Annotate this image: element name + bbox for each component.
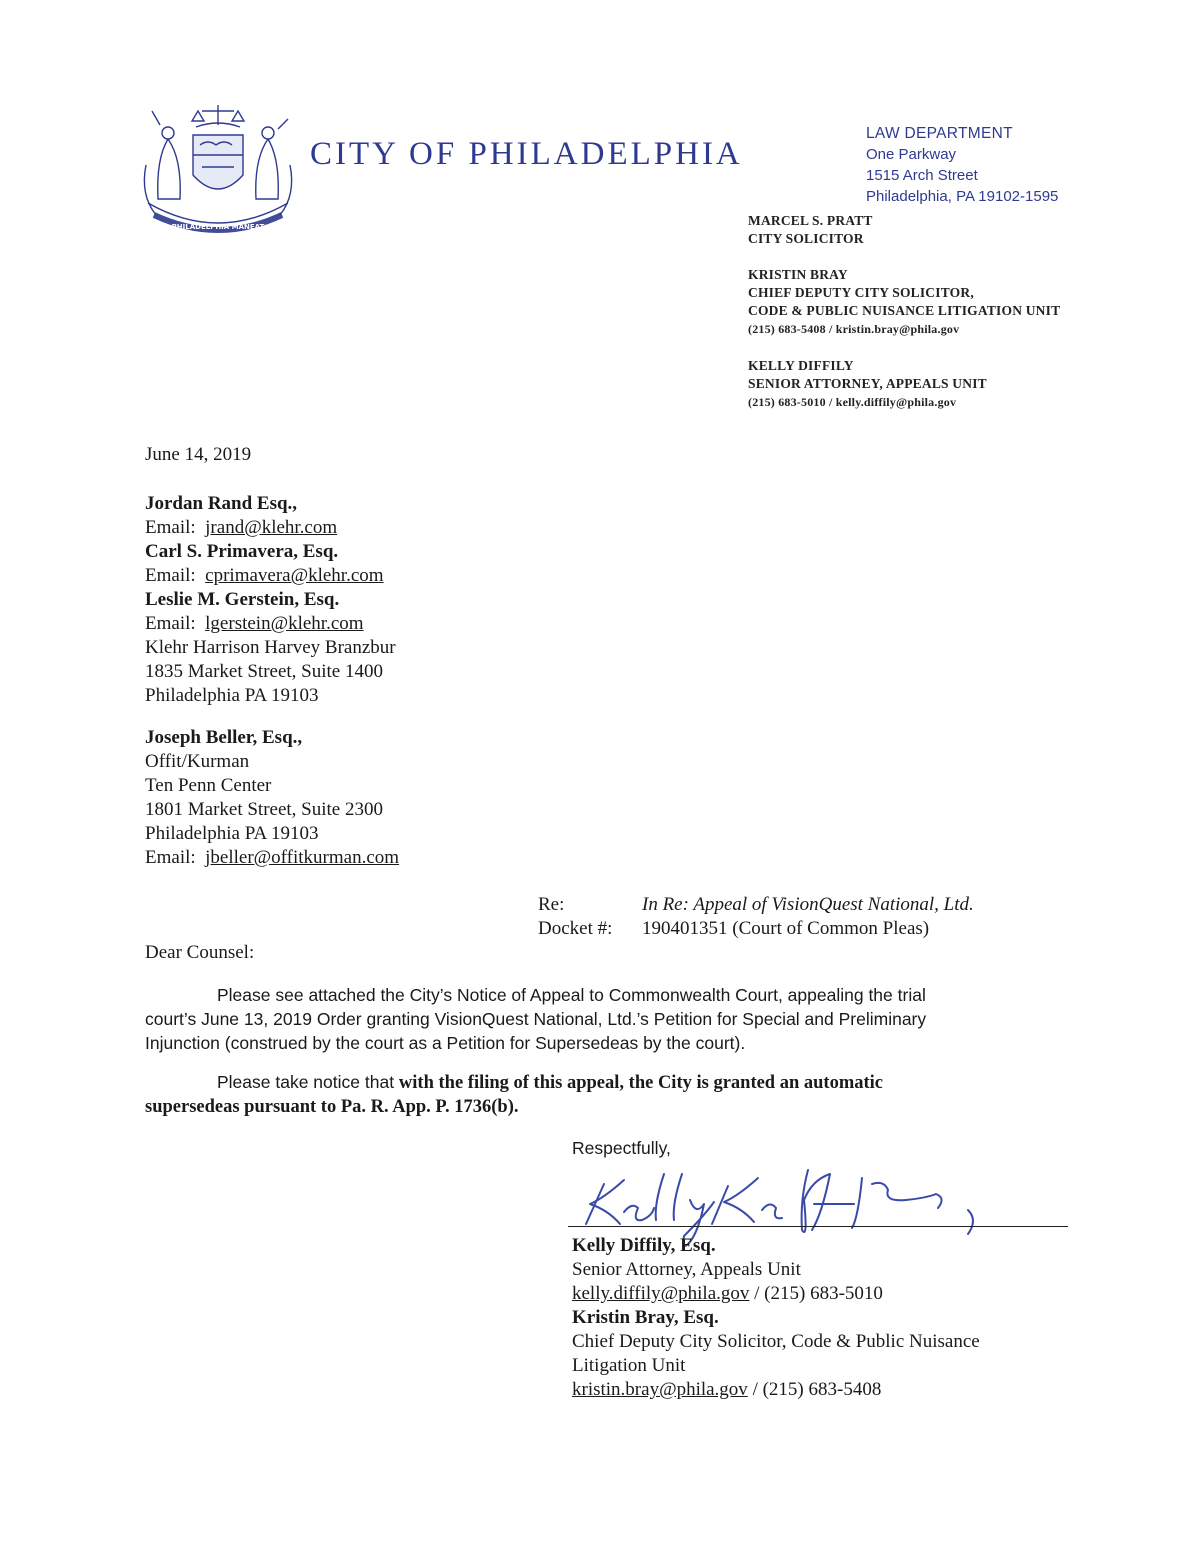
staff-contact: (215) 683-5010 / kelly.diffily@phila.gov: [748, 395, 957, 409]
staff-block-solicitor: [748, 212, 873, 248]
re-label: Re:: [538, 894, 565, 915]
paragraph-line: Injunction (construed by the court as a Petition for Supersedeas by the court).: [145, 1033, 746, 1053]
docket-label: Docket #:: [538, 918, 613, 939]
staff-title-2: CODE & PUBLIC NUISANCE LITIGATION UNIT: [748, 303, 1061, 318]
recipient-email-link[interactable]: jrand@klehr.com: [205, 517, 338, 538]
staff-name: MARCEL S. PRATT: [748, 213, 873, 228]
recipient-email-line: [145, 564, 396, 588]
email-label: Email:: [145, 565, 196, 586]
signature-block: [572, 1234, 980, 1402]
staff-block-senior-attorney: [748, 357, 987, 411]
recipient-email-link[interactable]: lgerstein@klehr.com: [205, 613, 364, 634]
law-department-address: [866, 123, 1058, 207]
recipient-email-link[interactable]: cprimavera@klehr.com: [205, 565, 384, 586]
recipient-firm: Klehr Harrison Harvey Branzbur: [145, 637, 396, 658]
paragraph-line: court’s June 13, 2019 Order granting VisionQuest National, Ltd.’s Petition for Special and Preliminary: [145, 1009, 927, 1029]
recipient-city: Philadelphia PA 19103: [145, 823, 319, 844]
recipient-building: Ten Penn Center: [145, 775, 272, 796]
city-seal-logo: [138, 95, 298, 245]
signer-contact: [572, 1378, 980, 1402]
staff-contact: (215) 683-5408 / kristin.bray@phila.gov: [748, 322, 960, 336]
email-label: Email:: [145, 847, 196, 868]
recipients-block-klehr: [145, 492, 396, 708]
paragraph-line: Please see attached the City’s Notice of Appeal to Commonwealth Court, appealing the trial: [217, 985, 926, 1005]
recipients-block-offit: [145, 726, 399, 870]
email-label: Email:: [145, 613, 196, 634]
signer-title-2: Litigation Unit: [572, 1355, 686, 1376]
staff-title: CITY SOLICITOR: [748, 231, 864, 246]
address-line-1: One Parkway: [866, 146, 957, 163]
seal-motto-text: PHILADELPHIA MANEAT: [171, 223, 265, 231]
recipient-firm: Offit/Kurman: [145, 751, 250, 772]
recipient-email-link[interactable]: jbeller@offitkurman.com: [205, 847, 400, 868]
recipient-street: 1835 Market Street, Suite 1400: [145, 661, 383, 682]
staff-title: CHIEF DEPUTY CITY SOLICITOR,: [748, 285, 974, 300]
recipient-email-line: [145, 612, 396, 636]
re-value: In Re: Appeal of VisionQuest National, Ltd.: [642, 894, 974, 915]
recipient-name: Joseph Beller, Esq.,: [145, 727, 303, 748]
recipient-name: Leslie M. Gerstein, Esq.: [145, 589, 340, 610]
address-line-2: 1515 Arch Street: [866, 167, 978, 184]
city-name-heading: CITY OF PHILADELPHIA: [310, 136, 743, 172]
paragraph-bold-line: supersedeas pursuant to Pa. R. App. P. 1736(b).: [145, 1097, 519, 1117]
signer-name: Kelly Diffily, Esq.: [572, 1235, 716, 1256]
staff-block-chief-deputy: [748, 266, 1060, 338]
recipient-email-line: [145, 846, 399, 870]
closing: Respectfully,: [572, 1138, 671, 1158]
recipient-email-line: [145, 516, 396, 540]
letter-date: June 14, 2019: [145, 444, 252, 465]
paragraph-line: [145, 1070, 1065, 1095]
department-name: LAW DEPARTMENT: [866, 125, 1013, 142]
signer-email-link[interactable]: kristin.bray@phila.gov: [572, 1379, 748, 1400]
staff-name: KRISTIN BRAY: [748, 267, 848, 282]
signer-phone: / (215) 683-5408: [747, 1379, 882, 1400]
signature-line: [568, 1226, 1068, 1227]
recipient-city: Philadelphia PA 19103: [145, 685, 319, 706]
signer-email-link[interactable]: kelly.diffily@phila.gov: [572, 1283, 750, 1304]
signer-title: Senior Attorney, Appeals Unit: [572, 1259, 801, 1280]
recipient-street: 1801 Market Street, Suite 2300: [145, 799, 383, 820]
recipient-name: Jordan Rand Esq.,: [145, 493, 298, 514]
signer-title: Chief Deputy City Solicitor, Code & Public Nuisance: [572, 1331, 980, 1352]
body-paragraph-2: [145, 1070, 1065, 1119]
address-line-3: Philadelphia, PA 19102-1595: [866, 188, 1059, 205]
docket-value: 190401351 (Court of Common Pleas): [642, 918, 930, 939]
paragraph-bold-text: with the filing of this appeal, the City is granted an automatic: [398, 1073, 884, 1093]
staff-name: KELLY DIFFILY: [748, 358, 854, 373]
recipient-name: Carl S. Primavera, Esq.: [145, 541, 339, 562]
email-label: Email:: [145, 517, 196, 538]
paragraph-lead-text: Please take notice that: [217, 1072, 399, 1092]
signer-contact: [572, 1282, 980, 1306]
signer-name: Kristin Bray, Esq.: [572, 1307, 719, 1328]
staff-title: SENIOR ATTORNEY, APPEALS UNIT: [748, 376, 987, 391]
signer-phone: / (215) 683-5010: [749, 1283, 883, 1304]
salutation: Dear Counsel:: [145, 942, 255, 963]
body-paragraph-1: [145, 983, 1065, 1055]
